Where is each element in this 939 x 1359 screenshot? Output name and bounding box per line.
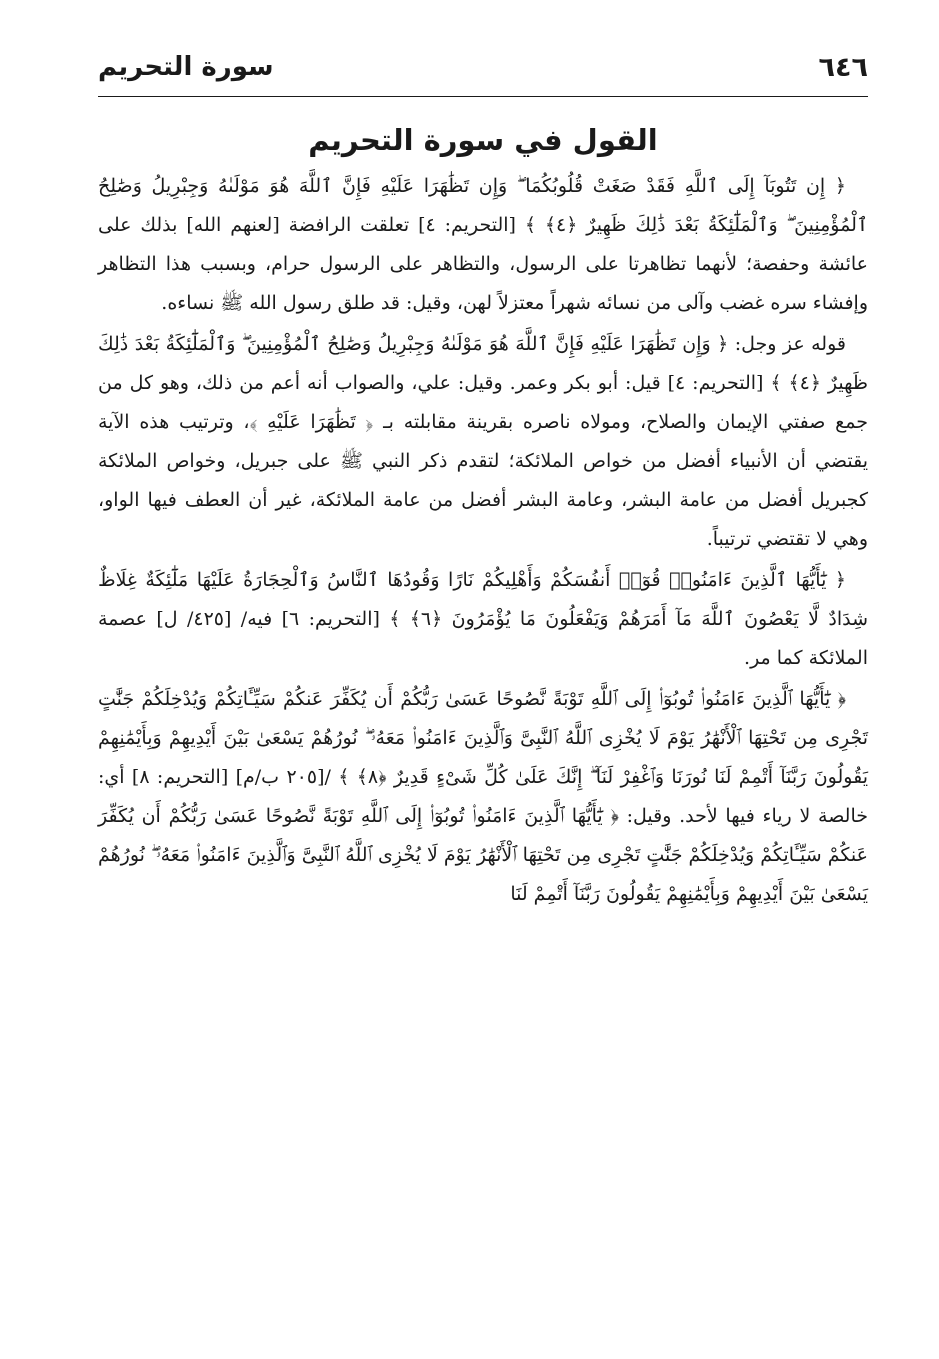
body-text	[98, 167, 868, 914]
running-header	[98, 44, 868, 97]
book-page	[98, 44, 868, 916]
section-title: القول في سورة التحريم	[308, 123, 658, 157]
paragraph: ﴿ يَٰٓأَيُّهَا ٱلَّذِينَ ءَامَنُوا۟ قُوٓا۟ أَنفُسَكُمْ وَأَهْلِيكُمْ نَارًا وَقُودُهَا ٱلنَّاسُ وَٱلْحِجَارَةُ عَلَيْهَا مَلَٰٓئِكَةٌ غِلَاظٌ شِدَادٌ لَّا يَعْصُونَ ٱللَّهَ مَآ أَمَرَهُمْ وَيَفْعَلُونَ مَا يُؤْمَرُونَ ﴿٦﴾ ﴾ [التحريم: ٦] فيه/ [٤٢٥/ ل] عصمة الملائكة كما مر.	[98, 569, 868, 669]
surah-name: سورة التحريم	[98, 52, 274, 82]
page-number: ٦٤٦	[818, 52, 868, 83]
paragraph: ﴿ إِن تَتُوبَآ إِلَى ٱللَّهِ فَقَدْ صَغَتْ قُلُوبُكُمَا ۖ وَإِن تَظَٰهَرَا عَلَيْهِ فَإِنَّ ٱللَّهَ هُوَ مَوْلَىٰهُ وَجِبْرِيلُ وَصَٰلِحُ ٱلْمُؤْمِنِينَ ۖ وَٱلْمَلَٰٓئِكَةُ بَعْدَ ذَٰلِكَ ظَهِيرٌ ﴿٤﴾ ﴾ [التحريم: ٤] تعلقت الرافضة [لعنهم الله] بذلك على عائشة وحفصة؛ لأنهما تظاهرتا على الرسول، والتظاهر على الرسول حرام، وبسبب هذا التظاهر وإفشاء سره غضب وآلى من نسائه شهراً معتزلاً لهن، وقيل: قد طلق رسول الله ﷺ نساءه.	[98, 175, 868, 314]
paragraph: ﴿ يَٰٓأَيُّهَا ٱلَّذِينَ ءَامَنُوا۟ تُوبُوٓا۟ إِلَى ٱللَّهِ تَوْبَةً نَّصُوحًا عَسَىٰ رَبُّكُمْ أَن يُكَفِّرَ عَنكُمْ سَيِّـَٔاتِكُمْ وَيُدْخِلَكُمْ جَنَّٰتٍ تَجْرِى مِن تَحْتِهَا ٱلْأَنْهَٰرُ يَوْمَ لَا يُخْزِى ٱللَّهُ ٱلنَّبِىَّ وَٱلَّذِينَ ءَامَنُوا۟ مَعَهُۥ ۖ نُورُهُمْ يَسْعَىٰ بَيْنَ أَيْدِيهِمْ وَبِأَيْمَٰنِهِمْ يَقُولُونَ رَبَّنَآ أَتْمِمْ لَنَا نُورَنَا وَٱغْفِرْ لَنَآ ۖ إِنَّكَ عَلَىٰ كُلِّ شَىْءٍ قَدِيرٌ ﴿٨﴾ ﴾ /[٢٠٥ ب/م] [التحريم: ٨] أي: خالصة لا رياء فيها لأحد. وقيل: ﴿ يَٰٓأَيُّهَا ٱلَّذِينَ ءَامَنُوا۟ تُوبُوٓا۟ إِلَى ٱللَّهِ تَوْبَةً نَّصُوحًا عَسَىٰ رَبُّكُمْ أَن يُكَفِّرَ عَنكُمْ سَيِّـَٔاتِكُمْ وَيُدْخِلَكُمْ جَنَّٰتٍ تَجْرِى مِن تَحْتِهَا ٱلْأَنْهَٰرُ يَوْمَ لَا يُخْزِى ٱللَّهُ ٱلنَّبِىَّ وَٱلَّذِينَ ءَامَنُوا۟ مَعَهُۥ ۖ نُورُهُمْ يَسْعَىٰ بَيْنَ أَيْدِيهِمْ وَبِأَيْمَٰنِهِمْ يَقُولُونَ رَبَّنَآ أَتْمِمْ لَنَا	[98, 688, 868, 905]
paragraph: قوله عز وجل: ﴿ وَإِن تَظَٰهَرَا عَلَيْهِ فَإِنَّ ٱللَّهَ هُوَ مَوْلَىٰهُ وَجِبْرِيلُ وَصَٰلِحُ ٱلْمُؤْمِنِينَ ۖ وَٱلْمَلَٰٓئِكَةُ بَعْدَ ذَٰلِكَ ظَهِيرٌ ﴿٤﴾ ﴾ [التحريم: ٤] قيل: أبو بكر وعمر. وقيل: علي، والصواب أنه أعم من ذلك، وهو كل من جمع صفتي الإيمان والصلاح، ومولاه ناصره بقرينة مقابلته بـ ﴿ تَظَٰهَرَا عَلَيْهِ ﴾، وترتيب هذه الآية يقتضي أن الأنبياء أفضل من خواص الملائكة؛ لتقدم ذكر النبي ﷺ على جبريل، وخواص الملائكة كجبريل أفضل من عامة البشر، وعامة البشر أفضل من عامة الملائكة، غير أن العطف فيها الواو، وهي لا تقتضي ترتيباً.	[98, 333, 868, 550]
